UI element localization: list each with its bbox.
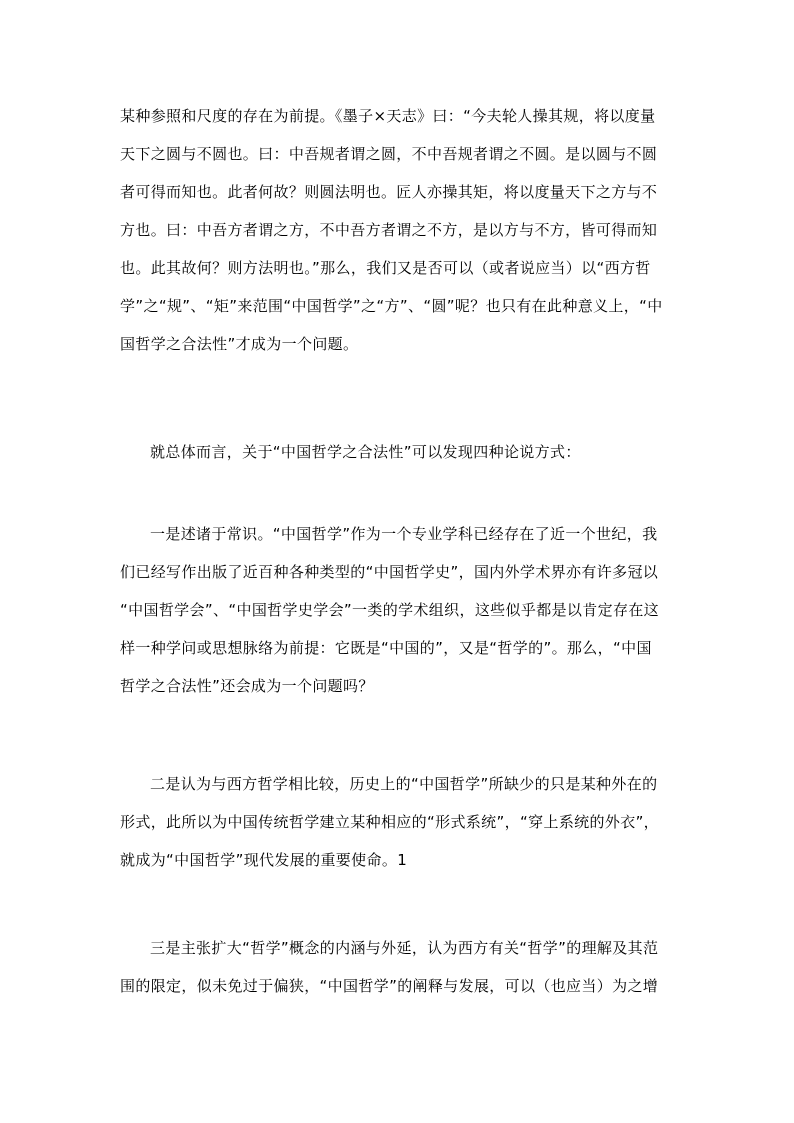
- paragraph-4-line-1: 二是认为与西方哲学相比较，历史上的“中国哲学”所缺少的只是某种外在的: [150, 775, 658, 793]
- paragraph-3-line-3: “中国哲学会”、“中国哲学史学会”一类的学术组织，这些似乎都是以肯定存在这: [120, 601, 660, 619]
- paragraph-4-line-2: 形式，此所以为中国传统哲学建立某种相应的“形式系统”，“穿上系统的外衣”，: [120, 813, 660, 831]
- paragraph-3-line-5: 哲学之合法性”还会成为一个问题吗？: [120, 677, 374, 695]
- paragraph-1-line-4: 方也。曰：中吾方者谓之方，不中吾方者谓之不方，是以方与不方，皆可得而知: [120, 221, 658, 239]
- paragraph-1-line-6: 学”之“规”、“矩”来范围“中国哲学”之“方”、“圆”呢？也只有在此种意义上，“中: [120, 297, 663, 315]
- paragraph-2-line-1: 就总体而言，关于“中国哲学之合法性”可以发现四种论说方式：: [150, 443, 581, 461]
- paragraph-1-line-3: 者可得而知也。此者何故？则圆法明也。匠人亦操其矩，将以度量天下之方与不: [120, 183, 658, 201]
- paragraph-1-line-2: 天下之圆与不圆也。曰：中吾规者谓之圆，不中吾规者谓之不圆。是以圆与不圆: [120, 145, 658, 163]
- paragraph-3-line-2: 们已经写作出版了近百种各种类型的“中国哲学史”，国内外学术界亦有许多冠以: [120, 563, 659, 581]
- paragraph-3-line-4: 样一种学问或思想脉络为前提：它既是“中国的”，又是“哲学的”。那么，“中国: [120, 639, 652, 657]
- paragraph-1-line-1: 某种参照和尺度的存在为前提。《墨子×天志》曰：“今夫轮人操其规，将以度量: [120, 107, 656, 125]
- paragraph-3-line-1: 一是述诸于常识。“中国哲学”作为一个专业学科已经存在了近一个世纪，我: [150, 525, 658, 543]
- paragraph-1-line-7: 国哲学之合法性”才成为一个问题。: [120, 335, 359, 353]
- paragraph-5-line-2: 围的限定，似未免过于偏狭，“中国哲学”的阐释与发展，可以（也应当）为之增: [120, 977, 659, 995]
- paragraph-5-line-1: 三是主张扩大“哲学”概念的内涵与外延，认为西方有关“哲学”的理解及其范: [150, 939, 659, 957]
- paragraph-4-line-3: 就成为“中国哲学”现代发展的重要使命。1: [120, 851, 408, 869]
- paragraph-1-line-5: 也。此其故何？则方法明也。”那么，我们又是否可以（或者说应当）以“西方哲: [120, 259, 651, 277]
